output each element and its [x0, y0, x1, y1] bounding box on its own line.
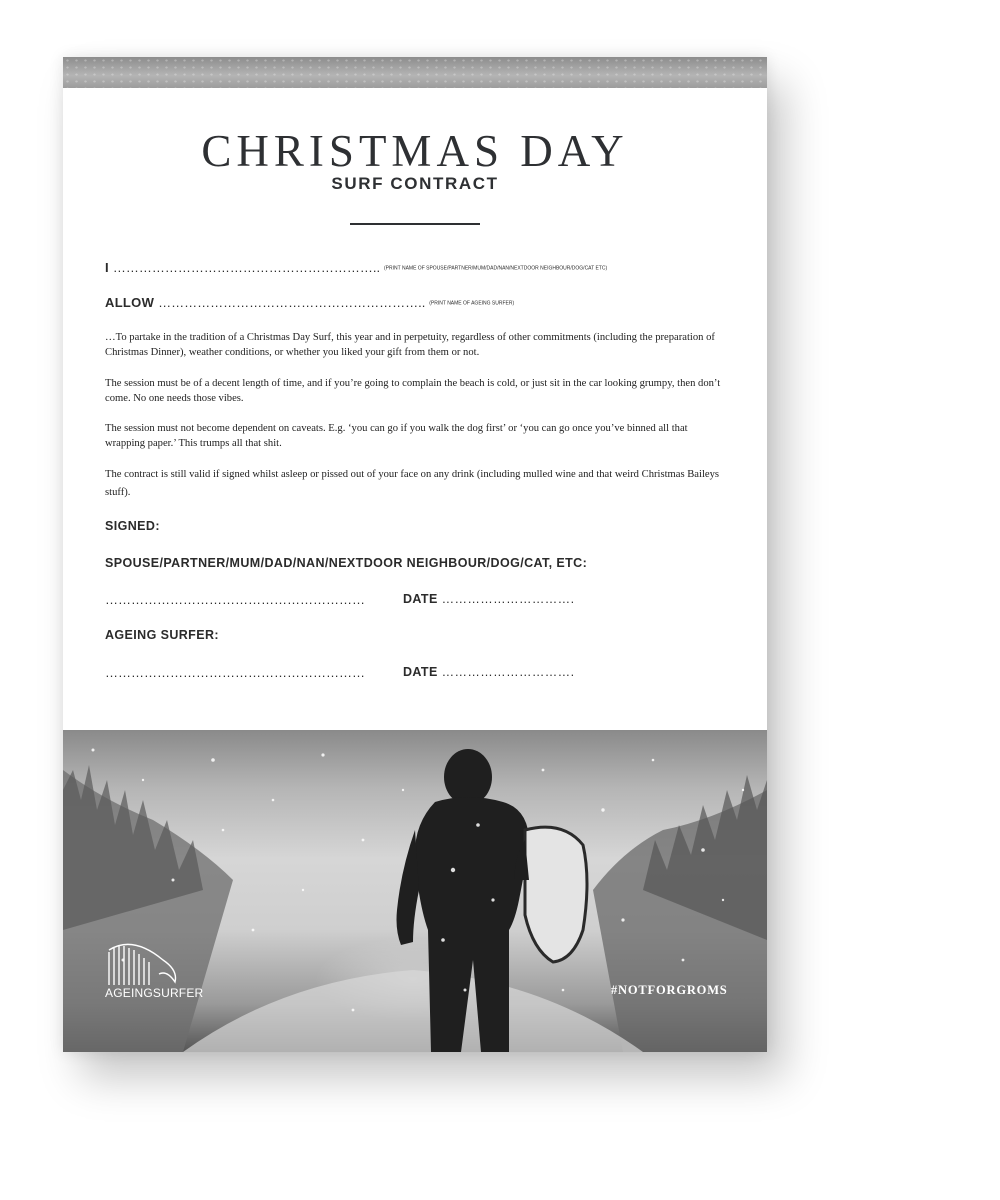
- surfer-signature-line: ……………………………………………………: [105, 665, 365, 680]
- document-title: CHRISTMAS DAY: [201, 126, 629, 176]
- paragraph-4: The contract is still valid if signed whilst asleep or pissed out of your face on any drink (including mulled wine and that weird Christmas Baileys stuff).: [105, 469, 720, 498]
- paragraph-2: The session must be of a decent length of time, and if you’re going to complain the beach is cold, or just sit in the car looking grumpy, then don’t come. No one needs those vibes.: [105, 378, 721, 404]
- field-i-label: I: [105, 260, 109, 275]
- spouse-date-dots: ………………………….: [441, 592, 575, 606]
- surfer-photo-illustration: [63, 730, 767, 1052]
- spouse-label: SPOUSE/PARTNER/MUM/DAD/NAN/NEXTDOOR NEIGHBOUR/DOG/CAT, ETC:: [105, 556, 588, 570]
- field-allow-hint: (PRINT NAME OF AGEING SURFER): [429, 300, 515, 307]
- surfer-date: [403, 665, 574, 679]
- hashtag: #NOTFORGROMS: [611, 983, 728, 997]
- brand-logo-text: AGEINGSURFER: [105, 986, 204, 1000]
- contract-sheet: [63, 57, 767, 1052]
- surfer-label: AGEING SURFER:: [105, 628, 219, 642]
- field-i-hint: (PRINT NAME OF SPOUSE/PARTNER/MUM/DAD/NAN/NEXTDOOR NEIGHBOUR/DOG/CAT ETC): [384, 265, 608, 272]
- surfer-photo: [63, 730, 767, 1052]
- spouse-date: [403, 592, 574, 606]
- title-divider: [350, 223, 480, 225]
- document-subtitle: SURF CONTRACT: [331, 174, 499, 193]
- signed-label: SIGNED:: [105, 519, 160, 533]
- spouse-date-label: DATE: [403, 592, 438, 606]
- surfer-date-dots: ………………………….: [441, 665, 575, 679]
- top-photo-strip: [63, 57, 767, 88]
- spouse-signature-line: ……………………………………………………: [105, 592, 365, 607]
- paragraph-3: The session must not become dependent on caveats. E.g. ‘you can go if you walk the dog first’ or ‘you can go once you’ve binned all that wrapping paper.’ This trumps all that shit.: [105, 423, 688, 449]
- surfer-date-label: DATE: [403, 665, 438, 679]
- field-i: [105, 260, 607, 275]
- field-i-dots: ……………………………………………………..: [112, 260, 381, 275]
- field-allow: [105, 295, 514, 310]
- field-allow-dots: ……………………………………………………..: [158, 295, 426, 310]
- paragraph-1: …To partake in the tradition of a Christmas Day Surf, this year and in perpetuity, regardless of other commitments (including the preparation of Christmas Dinner), weather conditions, or whether you liked your gift from them or not.: [105, 332, 715, 358]
- field-allow-label: ALLOW: [105, 295, 155, 310]
